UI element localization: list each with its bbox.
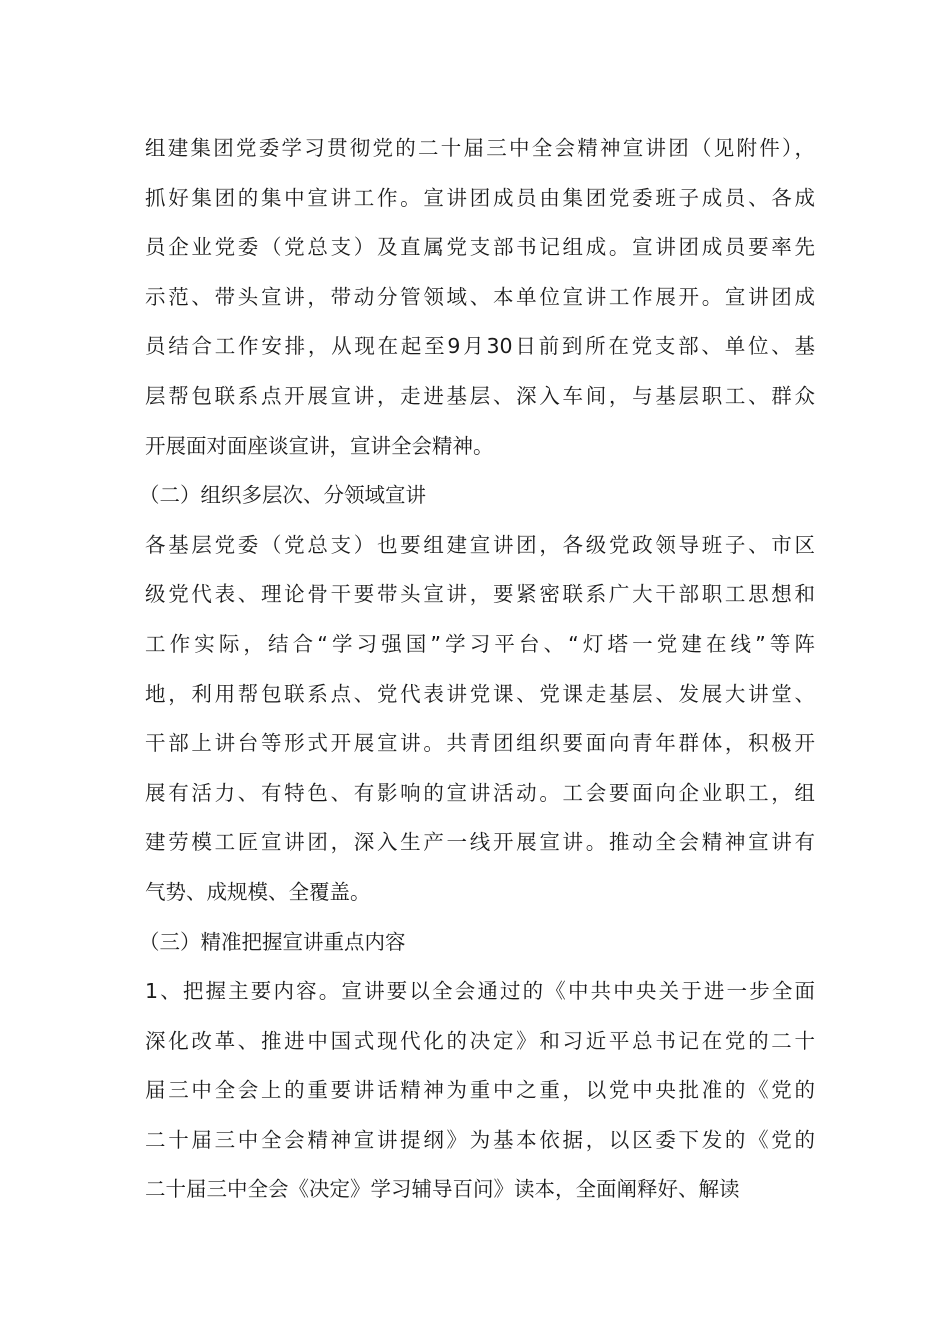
section-heading: （三）精准把握宣讲重点内容 <box>139 929 406 954</box>
text-line: 地，利用帮包联系点、党代表讲党课、党课走基层、发展大讲堂、 <box>145 681 815 706</box>
text-line: 届三中全会上的重要讲话精神为重中之重，以党中央批准的《党的 <box>145 1078 815 1103</box>
text-line: 抓好集团的集中宣讲工作。宣讲团成员由集团党委班子成员、各成 <box>145 185 815 210</box>
text-line: 建劳模工匠宣讲团，深入生产一线开展宣讲。推动全会精神宣讲有 <box>145 830 815 855</box>
text-line: 干部上讲台等形式开展宣讲。共青团组织要面向青年群体，积极开 <box>145 731 815 756</box>
section-heading: （二）组织多层次、分领域宣讲 <box>139 483 426 508</box>
text-line: 开展面对面座谈宣讲，宣讲全会精神。 <box>145 433 494 458</box>
text-line: 各基层党委（党总支）也要组建宣讲团，各级党政领导班子、市区 <box>145 532 815 557</box>
text-line: 员企业党委（党总支）及直属党支部书记组成。宣讲团成员要率先 <box>145 235 815 260</box>
text-line: 工作实际，结合“学习强国”学习平台、“灯塔一党建在线”等阵 <box>145 631 815 656</box>
section-heading-3 <box>139 918 815 968</box>
document-body <box>139 124 815 1215</box>
text-line: 二十届三中全会精神宣讲提纲》为基本依据，以区委下发的《党的 <box>145 1127 815 1152</box>
text-line: 组建集团党委学习贯彻党的二十届三中全会精神宣讲团（见附件）， <box>145 136 815 160</box>
text-line: 级党代表、理论骨干要带头宣讲，要紧密联系广大干部职工思想和 <box>145 582 815 607</box>
text-line: 展有活力、有特色、有影响的宣讲活动。工会要面向企业职工，组 <box>145 780 815 805</box>
text-line: 员结合工作安排，从现在起至9月30日前到所在党支部、单位、基 <box>145 334 815 359</box>
paragraph-multi-level <box>145 521 815 918</box>
paragraph-main-content <box>145 967 815 1215</box>
text-line: 层帮包联系点开展宣讲，走进基层、深入车间，与基层职工、群众 <box>145 383 815 408</box>
text-line: 1、把握主要内容。宣讲要以全会通过的《中共中央关于进一步全面 <box>145 979 815 1004</box>
paragraph-central-team <box>145 124 815 471</box>
text-line: 深化改革、推进中国式现代化的决定》和习近平总书记在党的二十 <box>145 1028 815 1053</box>
text-line: 二十届三中全会《决定》学习辅导百问》读本，全面阐释好、解读 <box>145 1177 740 1202</box>
text-line: 示范、带头宣讲，带动分管领域、本单位宣讲工作展开。宣讲团成 <box>145 284 815 309</box>
section-heading-2 <box>139 471 815 521</box>
text-line: 气势、成规模、全覆盖。 <box>145 879 371 904</box>
